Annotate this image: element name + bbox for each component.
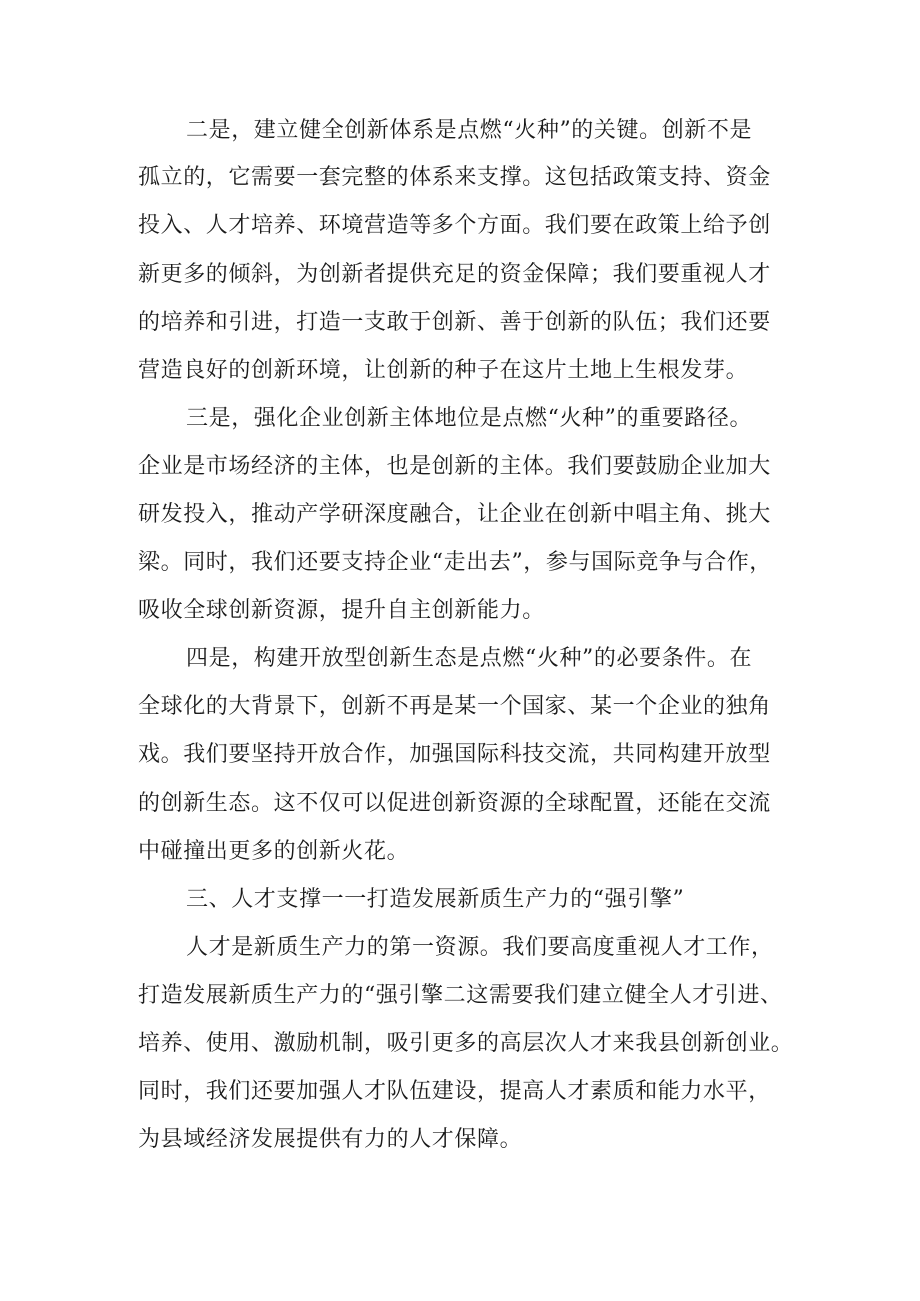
paragraph-3-line-2: 企业是市场经济的主体，也是创新的主体。我们要鼓励企业加大 xyxy=(138,454,771,479)
paragraph-2-line-4: 新更多的倾斜，为创新者提供充足的资金保障；我们要重视人才 xyxy=(138,262,771,287)
paragraph-4-line-4: 的创新生态。这不仅可以促进创新资源的全球配置，还能在交流 xyxy=(138,791,771,816)
paragraph-4-line-5: 中碰撞出更多的创新火花。 xyxy=(138,839,410,864)
paragraph-3-line-5: 吸收全球创新资源，提升自主创新能力。 xyxy=(138,598,545,623)
paragraph-5-line-2: 打造发展新质生产力的“强引擎二这需要我们建立健全人才引进、 xyxy=(138,983,783,1008)
paragraph-4-line-2: 全球化的大背景下，创新不再是某一个国家、某一个企业的独角 xyxy=(138,694,771,719)
paragraph-2-line-5: 的培养和引进，打造一支敢于创新、善于创新的队伍；我们还要 xyxy=(138,310,771,335)
paragraph-2-line-3: 投入、人才培养、环境营造等多个方面。我们要在政策上给予创 xyxy=(138,213,771,238)
paragraph-4-line-1: 四是，构建开放型创新生态是点燃“火种”的必要条件。在 xyxy=(186,646,753,671)
paragraph-4-line-3: 戏。我们要坚持开放合作，加强国际科技交流，共同构建开放型 xyxy=(138,742,771,767)
section-heading: 三、人才支撑一一打造发展新质生产力的“强引擎” xyxy=(186,887,685,912)
paragraph-3-line-1: 三是，强化企业创新主体地位是点燃“火种”的重要路径。 xyxy=(186,406,753,431)
paragraph-3-line-4: 梁。同时，我们还要支持企业“走出去”，参与国际竞争与合作， xyxy=(138,550,772,575)
paragraph-5-line-4: 同时，我们还要加强人才队伍建设，提高人才素质和能力水平， xyxy=(138,1079,771,1104)
paragraph-5-line-5: 为县域经济发展提供有力的人才保障。 xyxy=(138,1127,523,1152)
paragraph-2-line-2: 孤立的，它需要一套完整的体系来支撑。这包括政策支持、资金 xyxy=(138,165,771,190)
paragraph-2-line-1: 二是，建立健全创新体系是点燃“火种”的关键。创新不是 xyxy=(186,118,753,143)
paragraph-3-line-3: 研发投入，推动产学研深度融合，让企业在创新中唱主角、挑大 xyxy=(138,502,771,527)
paragraph-5-line-3: 培养、使用、激励机制，吸引更多的高层次人才来我县创新创业。 xyxy=(138,1031,794,1056)
paragraph-2-line-6: 营造良好的创新环境，让创新的种子在这片土地上生根发芽。 xyxy=(138,358,749,383)
paragraph-5-line-1: 人才是新质生产力的第一资源。我们要高度重视人才工作， xyxy=(186,935,774,960)
